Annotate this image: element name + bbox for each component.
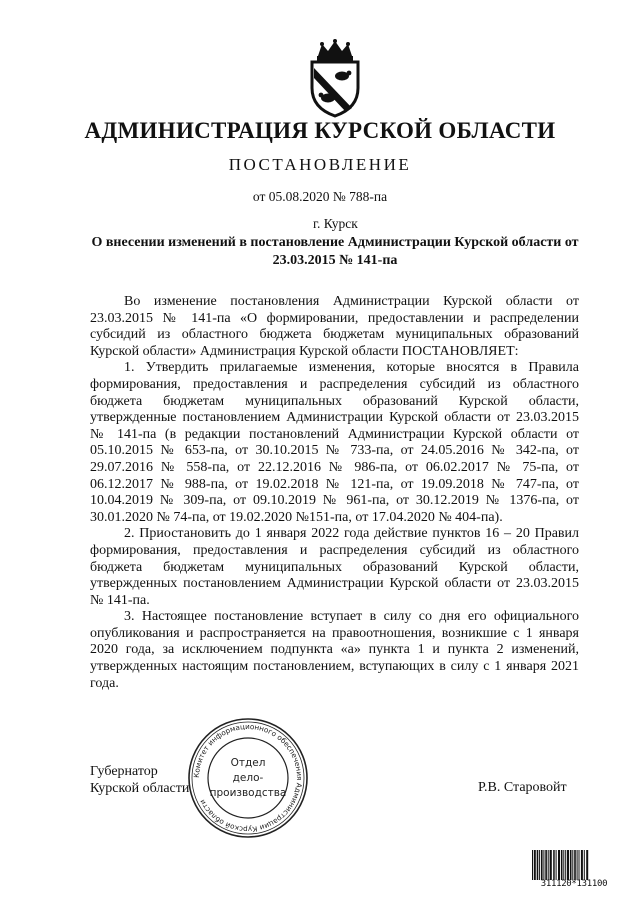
organization-title: АДМИНИСТРАЦИЯ КУРСКОЙ ОБЛАСТИ	[84, 118, 556, 143]
document-city: г. Курск	[313, 216, 358, 231]
barcode-bar	[570, 850, 572, 880]
paragraph-item-2: 2. Приостановить до 1 января 2022 года действие пунктов 16 – 20 Правил формирования, предоставления и распределения субсидий из областного бюджета бюджетам муниципальных образований Курской области, утвержденных постановлением Администрации Курской области от 23.03.2015 № 141-па.	[90, 526, 579, 608]
barcode-bar	[577, 850, 578, 880]
barcode-bar	[558, 850, 560, 880]
document-number: от 05.08.2020 № 788-па	[252, 189, 388, 204]
barcode-bar	[543, 850, 544, 880]
stamp-center-line2: дело-	[232, 772, 264, 784]
barcode-bar	[539, 850, 540, 880]
barcode-bar	[532, 850, 533, 880]
barcode-bar	[545, 850, 547, 880]
barcode-bar	[574, 850, 576, 880]
barcode-bar	[541, 850, 543, 880]
paragraph-preamble: Во изменение постановления Администрации Курской области от 23.03.2015 № 141-па «О формировании, предоставлении и распределении субсидий из областного бюджета бюджетам муниципальных образований Курской области» Администрация Курской области ПОСТАНОВЛЯЕТ:	[90, 294, 579, 359]
barcode-bar	[565, 850, 566, 880]
barcode-bar	[567, 850, 569, 880]
barcode-bar	[548, 850, 549, 880]
stamp-center-line1: Отдел	[230, 757, 266, 769]
signatory-position-line1: Губернатор	[90, 764, 158, 779]
document-type: ПОСТАНОВЛЕНИЕ	[228, 155, 412, 174]
barcode-bar	[561, 850, 563, 880]
stamp-center-line3: производства	[209, 787, 287, 799]
signatory-position-line2: Курской области	[90, 780, 190, 796]
stamp-ring-text: Комитет информационного обеспечения Администрации Курской области	[191, 721, 305, 835]
document-subject: О внесении изменений в постановление Администрации Курской области от 23.03.2015 № 141-па	[91, 235, 579, 268]
barcode-bar	[534, 850, 536, 880]
barcode-bar	[553, 850, 555, 880]
document-barcode	[531, 850, 617, 890]
barcode-bar	[584, 850, 585, 880]
official-stamp	[186, 716, 310, 840]
barcode-number: 311120*131100	[540, 879, 608, 889]
document-body	[90, 294, 579, 692]
signatory-position	[90, 764, 189, 797]
kursk-coat-of-arms-icon	[304, 38, 366, 118]
barcode-bar	[572, 850, 573, 880]
barcode-bar	[537, 850, 539, 880]
barcode-bar	[550, 850, 552, 880]
barcode-bar	[563, 850, 564, 880]
paragraph-item-3: 3. Настоящее постановление вступает в силу со дня его официального опубликования и распространяется на правоотношения, возникшие с 1 января 2020 года, за исключением подпункта «а» пункта 1 и пункта 2 изменений, утвержденных настоящим постановлением, вступающих в силу с 1 января 2021 года.	[90, 609, 579, 691]
barcode-bar	[556, 850, 557, 880]
signatory-name: Р.В. Старовойт	[478, 780, 567, 795]
barcode-bar	[581, 850, 583, 880]
barcode-bar	[579, 850, 580, 880]
paragraph-item-1: 1. Утвердить прилагаемые изменения, которые вносятся в Правила формирования, предоставления и распределения субсидий из областного бюджета бюджетам муниципальных образований Курской области, утвержденные постановлением Администрации Курской области от 23.03.2015 № 141-па (в редакции постановлений Администрации Курской области от 05.10.2015 № 653-па, от 30.10.2015 № 733-па, от 24.05.2016 № 342-па, от 29.07.2016 № 558-па, от 22.12.2016 № 986-па, от 06.02.2017 № 75-па, от 06.12.2017 № 988-па, от 19.02.2018 № 121-па, от 19.09.2018 № 747-па, от 10.04.2019 № 309-па, от 09.10.2019 № 961-па, от 30.12.2019 № 1376-па, от 30.01.2020 № 74-па, от 19.02.2020 №151-па, от 17.04.2020 № 404-па).	[90, 360, 579, 525]
barcode-bars	[531, 850, 617, 880]
barcode-bar	[586, 850, 588, 880]
